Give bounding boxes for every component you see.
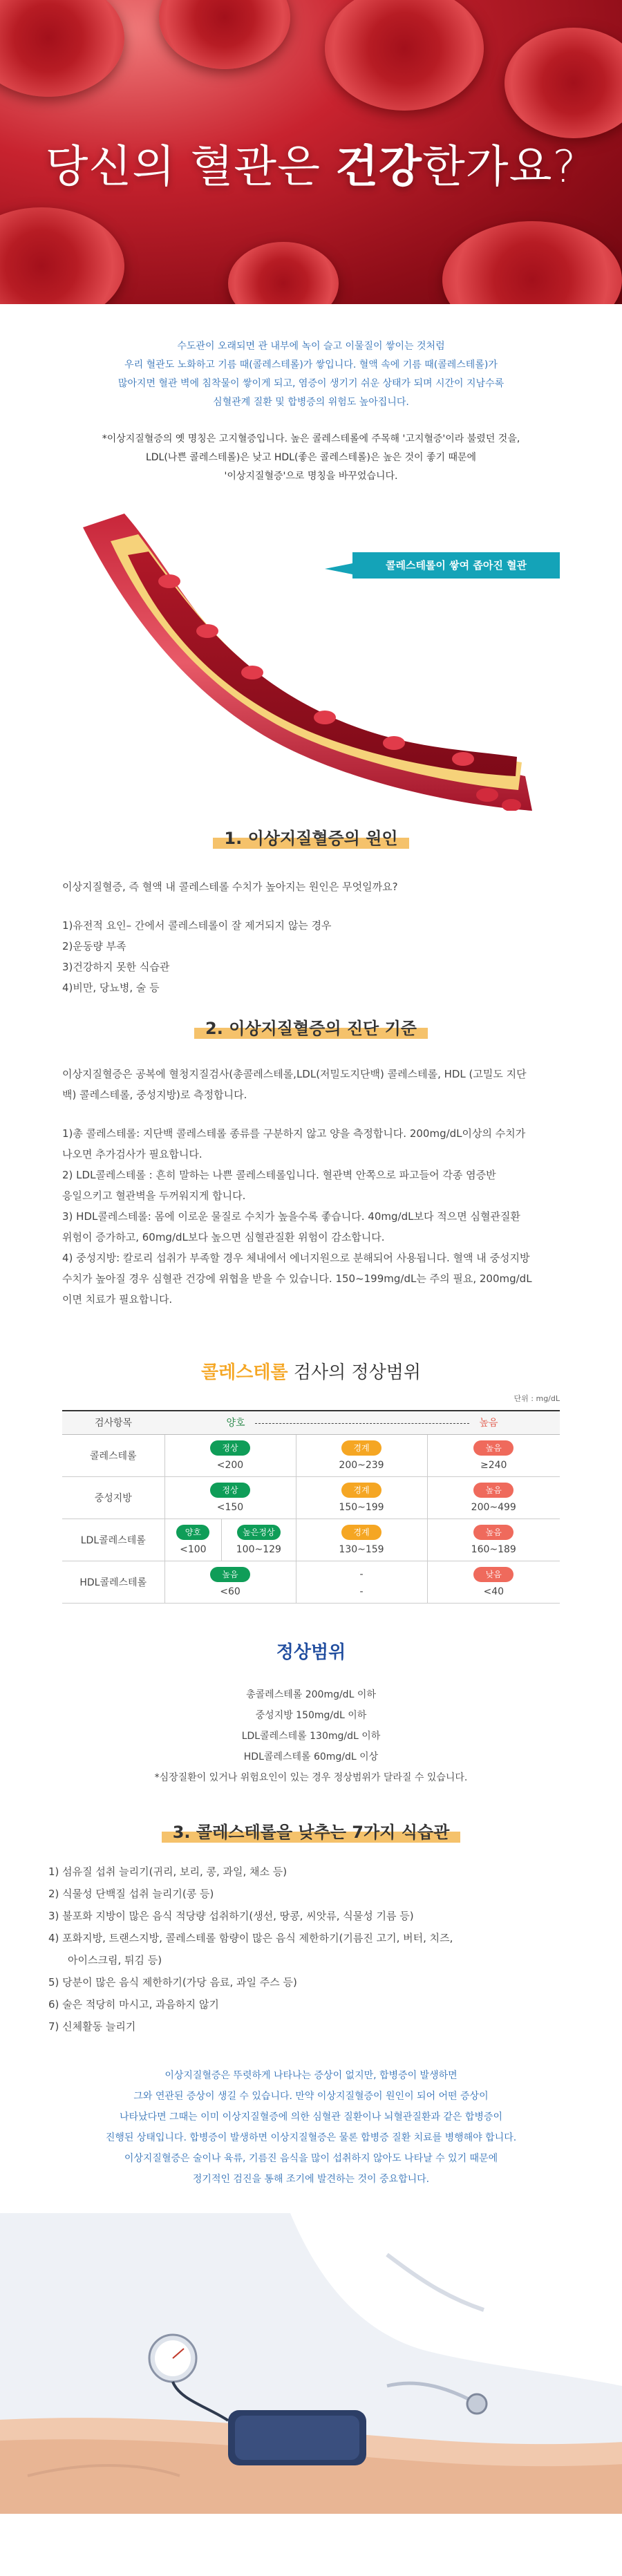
normal-range-note: *심장질환이 있거나 위험요인이 있는 경우 정상범위가 달라질 수 있습니다. [154,1771,468,1783]
status-badge: 높음 [473,1525,513,1540]
red-blood-cell [0,207,124,304]
status-badge: 정상 [210,1440,250,1456]
criteria-line: 1)총 콜레스테롤: 지단백 콜레스테롤 종류를 구분하지 않고 양을 측정합니다. 200mg/dL이상의 수치가 [62,1127,526,1140]
table-row [62,1476,560,1519]
hero-title-prefix: 당신의 혈관은 [45,142,336,193]
cell-good [164,1561,296,1603]
red-blood-cell [158,574,180,588]
hero-title-bold: 건강 [335,142,422,193]
cell-border [296,1561,427,1603]
cell-high [427,1434,560,1476]
cell-value: 130~159 [339,1543,384,1555]
section1-question: 이상지질혈증, 즉 혈액 내 콜레스테롤 수치가 높아지는 원인은 무엇일까요? [62,881,398,893]
cause-item: 4)비만, 당뇨병, 술 등 [62,981,160,994]
cell-high [427,1476,560,1519]
tip-item: 2) 식물성 단백질 섭취 늘리기(콩 등) [48,1887,214,1900]
cell-value: 200~499 [471,1501,516,1513]
criteria-line: 나오면 추가검사가 필요합니다. [62,1148,202,1160]
tip-item: 4) 포화지방, 트랜스지방, 콜레스테롤 함량이 많은 음식 제한하기(기름진 고기, 버터, 치즈, [48,1931,453,1944]
section1-heading [0,825,622,849]
hero-banner [0,0,622,304]
cell-value: <150 [216,1501,244,1513]
red-blood-cell [476,788,498,802]
red-blood-cell [196,624,218,638]
cell-value: <200 [216,1459,244,1471]
normal-range-section [0,1638,622,1788]
col-range-header [164,1411,560,1434]
callout-label: 콜레스테롤이 쌓여 좁아진 혈관 [352,552,560,579]
outro-line: 이상지질혈증은 뚜렷하게 나타나는 증상이 없지만, 합병증이 발생하면 [164,2069,458,2081]
status-badge: 높은정상 [237,1525,280,1540]
cell-border [296,1434,427,1476]
blood-pressure-illustration [0,2213,622,2514]
tip-item: 아이스크림, 튀김 등) [68,1953,162,1966]
table-row [62,1561,560,1603]
cholesterol-table [62,1410,560,1604]
red-blood-cell [241,666,263,679]
red-blood-cell [442,221,622,304]
intro-text [0,304,622,486]
normal-range-line: 총콜레스테롤 200mg/dL 이하 [246,1689,376,1700]
status-badge: 높음 [473,1440,513,1456]
cell-value: <60 [220,1586,241,1597]
table-row [62,1434,560,1476]
intro-note-line: LDL(나쁜 콜레스테롤)은 낮고 HDL(좋은 콜레스테롤)은 높은 것이 좋기 때문에 [145,452,477,463]
section1-title: 1. 이상지질혈증의 원인 [213,825,408,849]
cell-high [427,1519,560,1561]
tips-list [0,1861,622,2038]
outro-line: 나타났다면 그때는 이미 이상지질혈증에 의한 심혈관 질환이나 뇌혈관질환과 같은 합병증이 [120,2111,502,2123]
tip-item: 3) 불포화 지방이 많은 음식 적당량 섭취하기(생선, 땅콩, 씨앗류, 식물성 기름 등) [48,1909,414,1922]
row-name: 콜레스테롤 [62,1434,164,1476]
col-high-label: 높음 [479,1418,498,1429]
tip-item: 6) 술은 적당히 마시고, 과음하지 않기 [48,1997,219,2011]
red-blood-cell [383,736,405,750]
status-badge: 양호 [176,1525,209,1540]
tip-item: 7) 신체활동 늘리기 [48,2020,136,2033]
status-badge: 경계 [341,1483,381,1498]
section1-body [0,876,622,998]
cell-value: <100 [180,1543,207,1555]
criteria-line: 위험이 증가하고, 60mg/dL보다 높으면 심혈관질환 위험이 감소합니다. [62,1231,385,1243]
cell-value: - [359,1586,364,1597]
cell-good [164,1434,296,1476]
hero-title [0,131,622,195]
outro-line: 이상지질혈증은 술이나 육류, 기름진 음식을 많이 섭취하지 않아도 나타날 수 있기 때문에 [124,2152,498,2164]
vessel-illustration [0,486,622,811]
cause-item: 2)운동량 부족 [62,940,126,952]
criteria-list [62,1123,560,1310]
intro-line: 수도관이 오래되면 관 내부에 녹이 슬고 이물질이 쌓이는 것처럼 [177,341,445,352]
table-unit: 단위 : mg/dL [513,1394,560,1403]
cell-value: <40 [483,1586,505,1597]
red-blood-cell [505,28,622,138]
cell-value: 150~199 [339,1501,384,1513]
row-name: LDL콜레스테롤 [62,1519,164,1561]
table-header-row [62,1411,560,1434]
cell-high [427,1561,560,1603]
causes-list [62,915,560,998]
row-name: HDL콜레스테롤 [62,1561,164,1603]
cell-value: ≥240 [480,1459,507,1471]
intro-line: 심혈관계 질환 및 합병증의 위험도 높아집니다. [213,397,409,408]
split-left [165,1519,223,1561]
criteria-line: 3) HDL콜레스테롤: 몸에 이로운 물질로 수치가 높을수록 좋습니다. 40mg/dL보다 적으면 심혈관질환 [62,1210,520,1223]
intro-note-line: *이상지질혈증의 옛 명칭은 고지혈증입니다. 높은 콜레스테롤에 주목해 '고지혈증'이라 불렸던 것을, [102,433,520,444]
cell-value: 100~129 [236,1543,281,1555]
normal-range-line: HDL콜레스테롤 60mg/dL 이상 [243,1751,379,1762]
outro-text [0,2065,622,2190]
red-blood-cell [452,752,474,766]
status-badge: 높음 [210,1567,250,1582]
normal-range-list [0,1684,622,1788]
cell-value: 200~239 [339,1459,384,1471]
cell-value: 160~189 [471,1543,516,1555]
table-heading [62,1358,560,1403]
cause-item: 3)건강하지 못한 식습관 [62,961,170,973]
table-title-rest: 검사의 정상범위 [288,1362,421,1383]
table-title [62,1358,560,1384]
section2-intro-line: 이상지질혈증은 공복에 혈청지질검사(총콜레스테롤,LDL(저밀도지단백) 콜레스테롤, HDL (고밀도 지단 [62,1068,527,1080]
outro-line: 진행된 상태입니다. 합병증이 발생하면 이상지질혈증은 물론 합병증 질환 치료를 병행해야 합니다. [105,2132,517,2143]
red-blood-cell [314,711,336,724]
table-title-highlight: 콜레스테롤 [201,1362,288,1383]
outro-line: 그와 연관된 증상이 생길 수 있습니다. 만약 이상지질혈증이 원인이 되어 어떤 증상이 [133,2090,489,2102]
intro-line: 우리 혈관도 노화하고 기름 때(콜레스테롤)가 쌓입니다. 혈액 속에 기름 때(콜레스테롤)가 [124,359,498,370]
criteria-line: 이면 치료가 필요합니다. [62,1293,173,1306]
hero-title-suffix: 한가요? [422,142,577,193]
criteria-line: 4) 중성지방: 칼로리 섭취가 부족할 경우 체내에서 에너지원으로 분해되어 사용됩니다. 혈액 내 중성지방 [62,1252,530,1264]
normal-range-line: LDL콜레스테롤 130mg/dL 이하 [241,1730,381,1742]
section2-title: 2. 이상지질혈증의 진단 기준 [194,1015,428,1039]
status-badge: 경계 [341,1525,381,1540]
split-right [222,1519,295,1561]
red-blood-cell [0,0,124,97]
cell-border [296,1476,427,1519]
intro-note-line: '이상지질혈증'으로 명칭을 바꾸었습니다. [224,471,398,482]
normal-range-line: 중성지방 150mg/dL 이하 [255,1709,367,1721]
section3-heading [0,1818,622,1843]
section2-intro-line: 백) 콜레스테롤, 중성지방)로 측정합니다. [62,1089,247,1101]
status-badge: 정상 [210,1483,250,1498]
table-row [62,1519,560,1561]
red-blood-cell [228,242,339,304]
criteria-line: 응일으키고 혈관벽을 두꺼워지게 합니다. [62,1190,246,1202]
row-name: 중성지방 [62,1476,164,1519]
outro-line: 정기적인 검진을 통해 조기에 발견하는 것이 중요합니다. [192,2173,430,2185]
intro-line: 많아지면 혈관 벽에 침착물이 쌓이게 되고, 염증이 생기기 쉬운 상태가 되며 시간이 지남수록 [117,378,505,389]
range-arrow [255,1423,469,1424]
blood-vessel-graphic [0,486,622,811]
col-good-label: 양호 [226,1418,245,1429]
tip-item: 5) 당분이 많은 음식 제한하기(가당 음료, 과일 주스 등) [48,1975,297,1989]
status-badge: 경계 [341,1440,381,1456]
cell-border [296,1519,427,1561]
split-cell [165,1519,296,1561]
criteria-line: 2) LDL콜레스테롤 : 흔히 말하는 나쁜 콜레스테롤입니다. 혈관벽 안쪽으로 파고들어 각종 염증반 [62,1169,496,1181]
blood-pressure-photo [0,2213,622,2514]
col-item-header: 검사항목 [62,1411,164,1434]
section2-body [0,1064,622,1310]
cell-empty-tag: - [359,1568,364,1580]
red-blood-cell [325,0,484,111]
section2-heading [0,1015,622,1039]
status-badge: 낮음 [473,1567,513,1582]
intro-note [0,430,622,486]
tip-item: 1) 섬유질 섭취 늘리기(귀리, 보리, 콩, 과일, 채소 등) [48,1865,288,1878]
status-badge: 높음 [473,1483,513,1498]
normal-range-title: 정상범위 [276,1642,346,1663]
cause-item: 1)유전적 요인– 간에서 콜레스테롤이 잘 제거되지 않는 경우 [62,919,332,932]
section3-title: 3. 콜레스테롤을 낮추는 7가지 식습관 [162,1818,461,1843]
cell-good [164,1519,296,1561]
cell-good [164,1476,296,1519]
criteria-line: 수치가 높아질 경우 심혈관 건강에 위협을 받을 수 있습니다. 150~199mg/dL는 주의 필요, 200mg/dL [62,1272,532,1285]
red-blood-cell [159,0,290,69]
